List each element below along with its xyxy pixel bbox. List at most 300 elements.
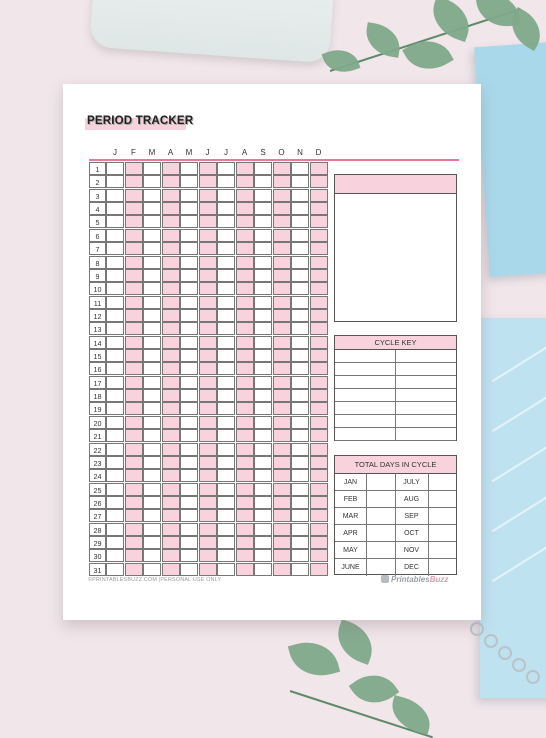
cycle-key-row[interactable] — [335, 363, 456, 376]
tracker-cell[interactable] — [217, 483, 235, 496]
tracker-cell[interactable] — [217, 202, 235, 215]
tracker-cell[interactable] — [291, 416, 309, 429]
tracker-cell[interactable] — [125, 389, 143, 402]
tracker-cell[interactable] — [125, 269, 143, 282]
tracker-cell[interactable] — [236, 456, 254, 469]
tracker-cell[interactable] — [273, 456, 291, 469]
tracker-cell[interactable] — [291, 429, 309, 442]
tracker-cell[interactable] — [162, 336, 180, 349]
tracker-cell[interactable] — [125, 229, 143, 242]
tracker-cell[interactable] — [180, 256, 198, 269]
tracker-cell[interactable] — [217, 416, 235, 429]
tracker-cell[interactable] — [143, 496, 161, 509]
tracker-cell[interactable] — [199, 523, 217, 536]
tracker-cell[interactable] — [143, 282, 161, 295]
tracker-cell[interactable] — [217, 296, 235, 309]
cycle-key-row[interactable] — [335, 376, 456, 389]
tracker-cell[interactable] — [106, 269, 124, 282]
tracker-cell[interactable] — [217, 229, 235, 242]
tracker-cell[interactable] — [125, 536, 143, 549]
tracker-cell[interactable] — [199, 202, 217, 215]
tracker-cell[interactable] — [106, 443, 124, 456]
tracker-cell[interactable] — [106, 256, 124, 269]
tracker-cell[interactable] — [273, 429, 291, 442]
tracker-cell[interactable] — [162, 162, 180, 175]
tracker-cell[interactable] — [217, 189, 235, 202]
tracker-cell[interactable] — [217, 362, 235, 375]
tracker-cell[interactable] — [180, 322, 198, 335]
tracker-cell[interactable] — [162, 443, 180, 456]
tracker-cell[interactable] — [199, 509, 217, 522]
tracker-cell[interactable] — [236, 523, 254, 536]
tracker-cell[interactable] — [199, 309, 217, 322]
tracker-cell[interactable] — [143, 309, 161, 322]
tracker-cell[interactable] — [273, 443, 291, 456]
tracker-cell[interactable] — [162, 215, 180, 228]
tracker-cell[interactable] — [291, 362, 309, 375]
tracker-cell[interactable] — [236, 376, 254, 389]
tracker-cell[interactable] — [162, 269, 180, 282]
tracker-cell[interactable] — [199, 536, 217, 549]
tracker-cell[interactable] — [273, 175, 291, 188]
tracker-cell[interactable] — [291, 175, 309, 188]
tracker-cell[interactable] — [125, 202, 143, 215]
tracker-cell[interactable] — [180, 496, 198, 509]
tracker-cell[interactable] — [125, 549, 143, 562]
tracker-cell[interactable] — [199, 296, 217, 309]
tracker-cell[interactable] — [273, 483, 291, 496]
tracker-cell[interactable] — [162, 483, 180, 496]
tracker-cell[interactable] — [199, 336, 217, 349]
tracker-cell[interactable] — [162, 376, 180, 389]
tracker-cell[interactable] — [236, 229, 254, 242]
tracker-cell[interactable] — [254, 189, 272, 202]
tracker-cell[interactable] — [310, 296, 328, 309]
tracker-cell[interactable] — [217, 456, 235, 469]
tracker-cell[interactable] — [291, 269, 309, 282]
tracker-cell[interactable] — [236, 443, 254, 456]
tracker-cell[interactable] — [162, 523, 180, 536]
tracker-cell[interactable] — [125, 429, 143, 442]
tracker-cell[interactable] — [254, 563, 272, 576]
tracker-cell[interactable] — [106, 229, 124, 242]
tracker-cell[interactable] — [254, 349, 272, 362]
tracker-cell[interactable] — [254, 175, 272, 188]
tracker-cell[interactable] — [180, 549, 198, 562]
tracker-cell[interactable] — [106, 282, 124, 295]
tracker-cell[interactable] — [291, 496, 309, 509]
tracker-cell[interactable] — [310, 376, 328, 389]
tracker-cell[interactable] — [217, 322, 235, 335]
tracker-cell[interactable] — [143, 296, 161, 309]
tracker-cell[interactable] — [273, 215, 291, 228]
tracker-cell[interactable] — [180, 362, 198, 375]
tracker-cell[interactable] — [162, 402, 180, 415]
tracker-cell[interactable] — [106, 362, 124, 375]
tracker-cell[interactable] — [236, 336, 254, 349]
tracker-cell[interactable] — [236, 256, 254, 269]
tracker-cell[interactable] — [236, 402, 254, 415]
tracker-cell[interactable] — [125, 523, 143, 536]
tracker-cell[interactable] — [180, 282, 198, 295]
tracker-cell[interactable] — [291, 189, 309, 202]
tracker-cell[interactable] — [162, 362, 180, 375]
tracker-cell[interactable] — [125, 469, 143, 482]
tracker-cell[interactable] — [236, 509, 254, 522]
tracker-cell[interactable] — [180, 175, 198, 188]
tracker-cell[interactable] — [125, 336, 143, 349]
tracker-cell[interactable] — [291, 229, 309, 242]
tracker-cell[interactable] — [236, 469, 254, 482]
cycle-key-row[interactable] — [335, 389, 456, 402]
tracker-cell[interactable] — [217, 256, 235, 269]
tracker-cell[interactable] — [199, 269, 217, 282]
tracker-cell[interactable] — [291, 549, 309, 562]
tracker-cell[interactable] — [310, 389, 328, 402]
tracker-cell[interactable] — [254, 509, 272, 522]
tracker-cell[interactable] — [291, 402, 309, 415]
tracker-cell[interactable] — [125, 175, 143, 188]
tracker-cell[interactable] — [162, 282, 180, 295]
tracker-cell[interactable] — [180, 509, 198, 522]
tracker-cell[interactable] — [310, 349, 328, 362]
tracker-cell[interactable] — [291, 469, 309, 482]
tracker-cell[interactable] — [291, 523, 309, 536]
tracker-cell[interactable] — [143, 229, 161, 242]
tracker-cell[interactable] — [236, 175, 254, 188]
tracker-cell[interactable] — [310, 269, 328, 282]
cycle-key-row[interactable] — [335, 428, 456, 441]
tracker-cell[interactable] — [254, 322, 272, 335]
tracker-cell[interactable] — [199, 402, 217, 415]
tracker-cell[interactable] — [162, 349, 180, 362]
tracker-cell[interactable] — [273, 162, 291, 175]
tracker-cell[interactable] — [217, 563, 235, 576]
tracker-cell[interactable] — [125, 402, 143, 415]
tracker-cell[interactable] — [273, 549, 291, 562]
tracker-cell[interactable] — [273, 496, 291, 509]
tracker-cell[interactable] — [180, 162, 198, 175]
tracker-cell[interactable] — [125, 256, 143, 269]
tracker-cell[interactable] — [125, 376, 143, 389]
tracker-cell[interactable] — [236, 549, 254, 562]
tracker-cell[interactable] — [254, 336, 272, 349]
tracker-cell[interactable] — [273, 229, 291, 242]
tracker-cell[interactable] — [180, 469, 198, 482]
tracker-cell[interactable] — [125, 162, 143, 175]
tracker-cell[interactable] — [125, 296, 143, 309]
tracker-cell[interactable] — [310, 256, 328, 269]
tracker-cell[interactable] — [254, 269, 272, 282]
tracker-cell[interactable] — [273, 282, 291, 295]
tracker-cell[interactable] — [106, 456, 124, 469]
tracker-cell[interactable] — [180, 389, 198, 402]
tracker-cell[interactable] — [273, 296, 291, 309]
tracker-cell[interactable] — [291, 536, 309, 549]
tracker-cell[interactable] — [143, 509, 161, 522]
tracker-cell[interactable] — [106, 429, 124, 442]
tracker-cell[interactable] — [273, 536, 291, 549]
tracker-cell[interactable] — [199, 389, 217, 402]
tracker-cell[interactable] — [199, 443, 217, 456]
tracker-cell[interactable] — [143, 443, 161, 456]
tracker-cell[interactable] — [199, 256, 217, 269]
tracker-cell[interactable] — [254, 402, 272, 415]
tracker-cell[interactable] — [273, 189, 291, 202]
tracker-cell[interactable] — [125, 456, 143, 469]
tracker-cell[interactable] — [199, 229, 217, 242]
tracker-cell[interactable] — [199, 456, 217, 469]
tracker-cell[interactable] — [310, 362, 328, 375]
tracker-cell[interactable] — [162, 469, 180, 482]
tracker-cell[interactable] — [236, 496, 254, 509]
tracker-cell[interactable] — [291, 242, 309, 255]
tracker-cell[interactable] — [310, 536, 328, 549]
tracker-cell[interactable] — [254, 282, 272, 295]
tracker-cell[interactable] — [291, 282, 309, 295]
tracker-cell[interactable] — [273, 349, 291, 362]
tracker-cell[interactable] — [180, 202, 198, 215]
tracker-cell[interactable] — [236, 429, 254, 442]
tracker-cell[interactable] — [143, 416, 161, 429]
tracker-cell[interactable] — [143, 269, 161, 282]
tracker-cell[interactable] — [106, 215, 124, 228]
tracker-cell[interactable] — [199, 242, 217, 255]
tracker-cell[interactable] — [180, 456, 198, 469]
tracker-cell[interactable] — [143, 162, 161, 175]
tracker-cell[interactable] — [217, 175, 235, 188]
tracker-cell[interactable] — [217, 242, 235, 255]
tracker-cell[interactable] — [106, 496, 124, 509]
tracker-cell[interactable] — [254, 215, 272, 228]
tracker-cell[interactable] — [291, 456, 309, 469]
tracker-cell[interactable] — [143, 336, 161, 349]
tracker-cell[interactable] — [217, 215, 235, 228]
tracker-cell[interactable] — [106, 322, 124, 335]
tracker-cell[interactable] — [180, 309, 198, 322]
tracker-cell[interactable] — [162, 549, 180, 562]
tracker-cell[interactable] — [236, 189, 254, 202]
cycle-key-row[interactable] — [335, 350, 456, 363]
tracker-cell[interactable] — [106, 376, 124, 389]
tracker-cell[interactable] — [180, 242, 198, 255]
tracker-cell[interactable] — [254, 429, 272, 442]
tracker-cell[interactable] — [217, 309, 235, 322]
tracker-cell[interactable] — [254, 202, 272, 215]
tracker-cell[interactable] — [310, 469, 328, 482]
tracker-cell[interactable] — [199, 469, 217, 482]
tracker-cell[interactable] — [236, 389, 254, 402]
tracker-cell[interactable] — [180, 563, 198, 576]
tracker-cell[interactable] — [106, 242, 124, 255]
tracker-cell[interactable] — [217, 429, 235, 442]
tracker-cell[interactable] — [236, 282, 254, 295]
tracker-cell[interactable] — [273, 242, 291, 255]
tracker-cell[interactable] — [291, 296, 309, 309]
cycle-key-row[interactable] — [335, 415, 456, 428]
tracker-cell[interactable] — [254, 536, 272, 549]
tracker-cell[interactable] — [143, 175, 161, 188]
tracker-cell[interactable] — [125, 349, 143, 362]
tracker-cell[interactable] — [143, 215, 161, 228]
tracker-cell[interactable] — [236, 215, 254, 228]
tracker-cell[interactable] — [180, 229, 198, 242]
tracker-cell[interactable] — [310, 175, 328, 188]
tracker-cell[interactable] — [180, 349, 198, 362]
tracker-cell[interactable] — [217, 376, 235, 389]
tracker-cell[interactable] — [125, 563, 143, 576]
tracker-cell[interactable] — [273, 402, 291, 415]
tracker-cell[interactable] — [310, 229, 328, 242]
tracker-cell[interactable] — [254, 362, 272, 375]
tracker-cell[interactable] — [254, 483, 272, 496]
tracker-cell[interactable] — [180, 189, 198, 202]
tracker-cell[interactable] — [273, 336, 291, 349]
tracker-cell[interactable] — [291, 336, 309, 349]
tracker-cell[interactable] — [254, 162, 272, 175]
tracker-cell[interactable] — [106, 296, 124, 309]
tracker-cell[interactable] — [125, 443, 143, 456]
tracker-cell[interactable] — [199, 563, 217, 576]
tracker-cell[interactable] — [106, 189, 124, 202]
tracker-cell[interactable] — [106, 202, 124, 215]
tracker-cell[interactable] — [106, 563, 124, 576]
tracker-cell[interactable] — [162, 229, 180, 242]
tracker-cell[interactable] — [310, 189, 328, 202]
tracker-cell[interactable] — [291, 509, 309, 522]
tracker-cell[interactable] — [273, 202, 291, 215]
tracker-cell[interactable] — [180, 376, 198, 389]
tracker-cell[interactable] — [143, 322, 161, 335]
tracker-cell[interactable] — [217, 162, 235, 175]
tracker-cell[interactable] — [199, 189, 217, 202]
tracker-cell[interactable] — [143, 549, 161, 562]
tracker-cell[interactable] — [143, 362, 161, 375]
tracker-cell[interactable] — [143, 242, 161, 255]
tracker-cell[interactable] — [199, 496, 217, 509]
tracker-cell[interactable] — [162, 536, 180, 549]
tracker-cell[interactable] — [291, 443, 309, 456]
tracker-cell[interactable] — [162, 242, 180, 255]
tracker-cell[interactable] — [162, 496, 180, 509]
tracker-cell[interactable] — [236, 563, 254, 576]
tracker-cell[interactable] — [291, 376, 309, 389]
tracker-cell[interactable] — [291, 309, 309, 322]
tracker-cell[interactable] — [254, 496, 272, 509]
tracker-cell[interactable] — [236, 416, 254, 429]
tracker-cell[interactable] — [162, 309, 180, 322]
tracker-cell[interactable] — [254, 443, 272, 456]
tracker-cell[interactable] — [199, 175, 217, 188]
tracker-cell[interactable] — [273, 309, 291, 322]
tracker-cell[interactable] — [143, 456, 161, 469]
tracker-cell[interactable] — [106, 549, 124, 562]
tracker-cell[interactable] — [254, 456, 272, 469]
tracker-cell[interactable] — [217, 269, 235, 282]
tracker-cell[interactable] — [310, 443, 328, 456]
tracker-cell[interactable] — [236, 309, 254, 322]
tracker-cell[interactable] — [106, 402, 124, 415]
tracker-cell[interactable] — [162, 322, 180, 335]
tracker-cell[interactable] — [310, 162, 328, 175]
tracker-cell[interactable] — [310, 402, 328, 415]
tracker-cell[interactable] — [143, 563, 161, 576]
tracker-cell[interactable] — [162, 429, 180, 442]
tracker-cell[interactable] — [310, 202, 328, 215]
tracker-cell[interactable] — [310, 456, 328, 469]
tracker-cell[interactable] — [106, 309, 124, 322]
tracker-cell[interactable] — [143, 536, 161, 549]
tracker-cell[interactable] — [236, 162, 254, 175]
tracker-cell[interactable] — [236, 269, 254, 282]
tracker-cell[interactable] — [106, 389, 124, 402]
tracker-cell[interactable] — [143, 469, 161, 482]
tracker-cell[interactable] — [162, 509, 180, 522]
tracker-cell[interactable] — [217, 496, 235, 509]
tracker-cell[interactable] — [254, 296, 272, 309]
tracker-cell[interactable] — [199, 282, 217, 295]
tracker-cell[interactable] — [199, 362, 217, 375]
tracker-cell[interactable] — [291, 162, 309, 175]
tracker-cell[interactable] — [180, 269, 198, 282]
tracker-cell[interactable] — [217, 402, 235, 415]
tracker-cell[interactable] — [273, 362, 291, 375]
tracker-cell[interactable] — [291, 349, 309, 362]
tracker-cell[interactable] — [291, 202, 309, 215]
tracker-cell[interactable] — [217, 509, 235, 522]
tracker-cell[interactable] — [162, 202, 180, 215]
tracker-cell[interactable] — [143, 189, 161, 202]
tracker-cell[interactable] — [236, 483, 254, 496]
tracker-cell[interactable] — [180, 523, 198, 536]
tracker-cell[interactable] — [106, 523, 124, 536]
tracker-cell[interactable] — [162, 416, 180, 429]
tracker-cell[interactable] — [217, 389, 235, 402]
tracker-cell[interactable] — [106, 349, 124, 362]
tracker-cell[interactable] — [310, 336, 328, 349]
tracker-cell[interactable] — [125, 215, 143, 228]
tracker-cell[interactable] — [162, 189, 180, 202]
tracker-cell[interactable] — [236, 242, 254, 255]
tracker-cell[interactable] — [291, 256, 309, 269]
tracker-cell[interactable] — [143, 202, 161, 215]
tracker-cell[interactable] — [162, 256, 180, 269]
tracker-cell[interactable] — [254, 242, 272, 255]
tracker-cell[interactable] — [254, 376, 272, 389]
tracker-cell[interactable] — [180, 483, 198, 496]
tracker-cell[interactable] — [125, 189, 143, 202]
tracker-cell[interactable] — [291, 389, 309, 402]
tracker-cell[interactable] — [143, 256, 161, 269]
tracker-cell[interactable] — [180, 402, 198, 415]
tracker-cell[interactable] — [125, 483, 143, 496]
tracker-cell[interactable] — [291, 215, 309, 228]
tracker-cell[interactable] — [236, 322, 254, 335]
tracker-cell[interactable] — [310, 215, 328, 228]
tracker-cell[interactable] — [180, 215, 198, 228]
tracker-cell[interactable] — [310, 523, 328, 536]
tracker-cell[interactable] — [162, 389, 180, 402]
tracker-cell[interactable] — [217, 282, 235, 295]
tracker-cell[interactable] — [236, 349, 254, 362]
tracker-cell[interactable] — [236, 536, 254, 549]
tracker-cell[interactable] — [143, 483, 161, 496]
tracker-cell[interactable] — [254, 469, 272, 482]
tracker-cell[interactable] — [162, 456, 180, 469]
tracker-cell[interactable] — [254, 309, 272, 322]
tracker-cell[interactable] — [273, 523, 291, 536]
cycle-key-row[interactable] — [335, 402, 456, 415]
